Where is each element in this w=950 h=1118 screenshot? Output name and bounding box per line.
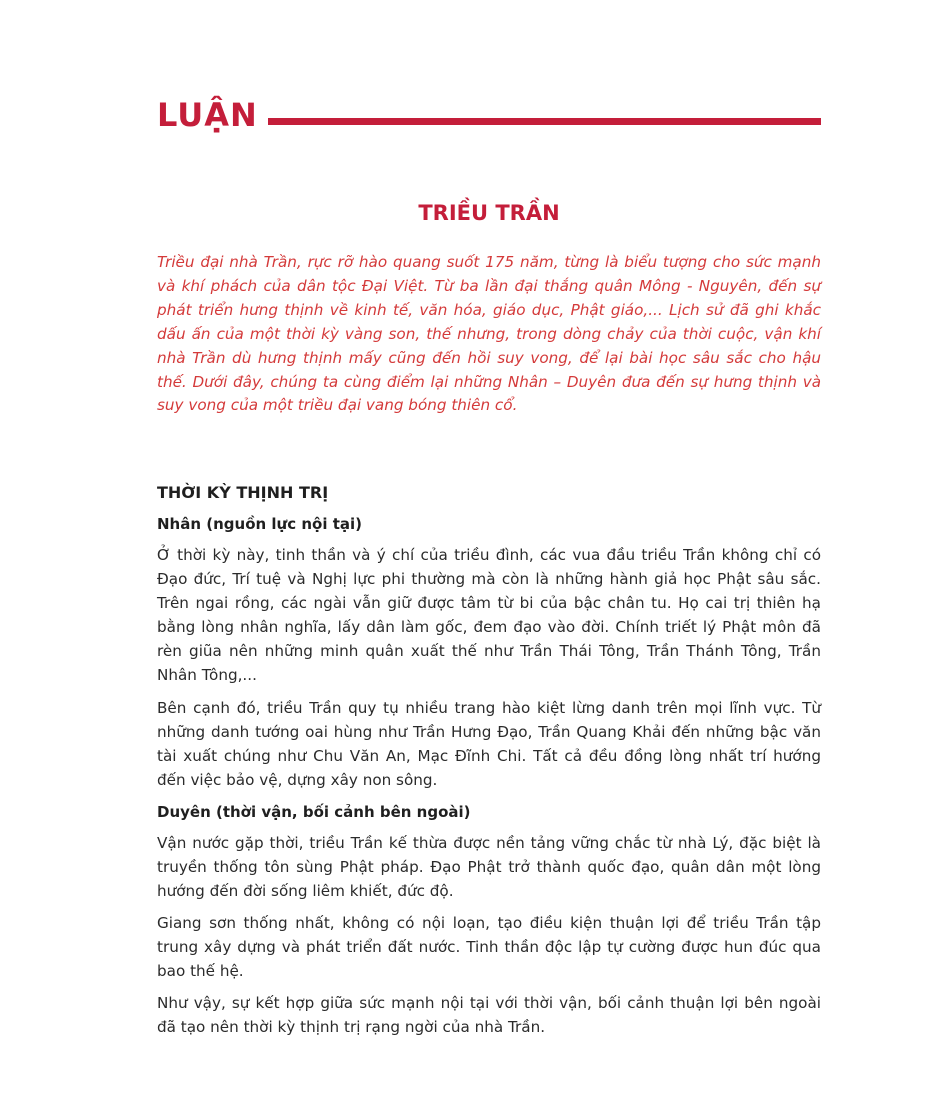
header-divider (268, 118, 821, 125)
paragraph-2: Bên cạnh đó, triều Trần quy tụ nhiều trang hào kiệt lừng danh trên mọi lĩnh vực. Từ những danh tướng oai hùng như Trần Hưng Đạo, Trần Quang Khải đến những bậc văn tài xuất chúng như Chu Văn An, Mạc Đĩnh Chi. Tất cả đều đồng lòng nhất trí hướng đến việc bảo vệ, dựng xây non sông. (157, 699, 821, 789)
paragraph-5: Như vậy, sự kết hợp giữa sức mạnh nội tại với thời vận, bối cảnh thuận lợi bên ngoài đã tạo nên thời kỳ thịnh trị rạng ngời của nhà Trần. (157, 994, 821, 1036)
intro-paragraph: Triều đại nhà Trần, rực rỡ hào quang suốt 175 năm, từng là biểu tượng cho sức mạnh và khí phách của dân tộc Đại Việt. Từ ba lần đại thắng quân Mông - Nguyên, đến sự phát triển hưng thịnh về kinh tế, văn hóa, giáo dục, Phật giáo,... Lịch sử đã ghi khắc dấu ấn của một thời kỳ vàng son, thế nhưng, trong dòng chảy của thời cuộc, vận khí nhà Trần dù hưng thịnh mấy cũng đến hồi suy vong, để lại bài học sâu sắc cho hậu thế. Dưới đây, chúng ta cùng điểm lại những Nhân – Duyên đưa đến sự hưng thịnh và suy vong của một triều đại vang bóng thiên cổ. (157, 253, 821, 415)
article-title: TRIỀU TRẦN (418, 201, 560, 225)
section-heading: THỜI KỲ THỊNH TRỊ (157, 483, 329, 502)
paragraph-4: Giang sơn thống nhất, không có nội loạn, tạo điều kiện thuận lợi để triều Trần tập trung xây dựng và phát triển đất nước. Tinh thần độc lập tự cường được hun đúc qua bao thế hệ. (157, 914, 821, 980)
paragraph-1: Ở thời kỳ này, tinh thần và ý chí của triều đình, các vua đầu triều Trần không chỉ có Đạo đức, Trí tuệ và Nghị lực phi thường mà còn là những hành giả học Phật sâu sắc. Trên ngai rồng, các ngài vẫn giữ được tâm từ bi của bậc chân tu. Họ cai trị thiên hạ bằng lòng nhân nghĩa, lấy dân làm gốc, đem đạo vào đời. Chính triết lý Phật môn đã rèn giũa nên những minh quân xuất thế như Trần Thái Tông, Trần Thánh Tông, Trần Nhân Tông,... (157, 546, 821, 684)
paragraph-3: Vận nước gặp thời, triều Trần kế thừa được nền tảng vững chắc từ nhà Lý, đặc biệt là truyền thống tôn sùng Phật pháp. Đạo Phật trở thành quốc đạo, quân dân một lòng hướng đến đời sống liêm khiết, đức độ. (157, 834, 821, 900)
section-label: LUẬN (157, 96, 258, 134)
subheading-nhan: Nhân (nguồn lực nội tại) (157, 515, 362, 533)
subheading-duyen: Duyên (thời vận, bối cảnh bên ngoài) (157, 803, 471, 821)
section-header (157, 92, 821, 132)
